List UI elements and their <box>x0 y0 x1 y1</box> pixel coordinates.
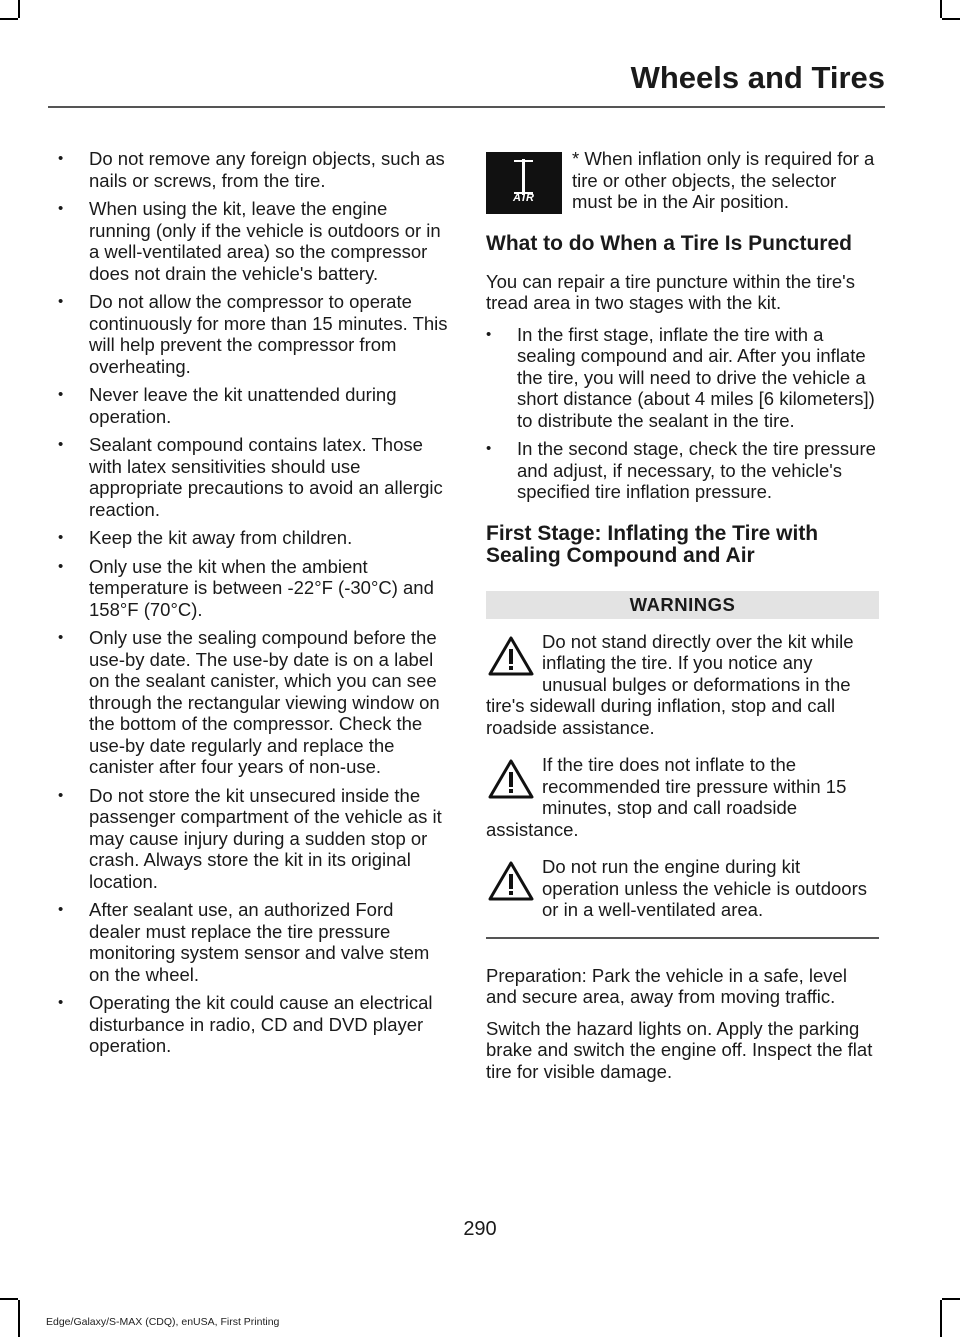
stage-list <box>486 324 879 503</box>
warning-item <box>486 631 879 739</box>
list-item: • Keep the kit away from children. <box>58 527 448 549</box>
warning-item <box>486 856 879 921</box>
precaution-list <box>58 148 448 1057</box>
crop-mark <box>0 18 18 20</box>
crop-mark <box>18 1300 20 1337</box>
list-item: • Do not store the kit unsecured inside the passenger compartment of the vehicle as it may cause injury during a sudden stop or crash. Always store the kit in its original location. <box>58 785 448 893</box>
list-item: • When using the kit, leave the engine running (only if the vehicle is outdoors or in a well-ventilated area) so the compressor does not drain the vehicle's battery. <box>58 198 448 284</box>
list-item: • Sealant compound contains latex. Those with latex sensitivities should use appropriate precautions to avoid an allergic reaction. <box>58 434 448 520</box>
air-icon-label: AIR <box>513 191 535 204</box>
warning-item <box>486 754 879 840</box>
hazard-paragraph: Switch the hazard lights on. Apply the parking brake and switch the engine off. Inspect the flat tire for visible damage. <box>486 1017 873 1082</box>
warning-triangle-icon <box>488 860 534 902</box>
air-selector-icon <box>486 152 562 214</box>
list-item: • In the first stage, inflate the tire with a sealing compound and air. After you inflate the tire, you will need to drive the vehicle a short distance (about 4 miles [6 kilometers]) to distribute the sealant in the tire. <box>486 324 879 432</box>
list-item: • Only use the sealing compound before the use-by date. The use-by date is on a label on the sealant canister, which you can see through the rectangular viewing window on the bottom of the compressor. Check the use-by date regularly and replace the canister after four years of non-use. <box>58 627 448 778</box>
warning-text: Do not run the engine during kit operation unless the vehicle is outdoors or in a well-ventilated area. <box>542 856 867 920</box>
section-heading-first-stage: First Stage: Inflating the Tire with Sealing Compound and Air <box>486 521 819 567</box>
warnings-divider <box>486 937 879 939</box>
right-column <box>486 148 879 1092</box>
preparation-paragraph: Preparation: Park the vehicle in a safe, level and secure area, away from moving traffic. <box>486 964 847 1007</box>
crop-mark <box>940 1300 942 1337</box>
left-column <box>58 148 448 1064</box>
page-title: Wheels and Tires <box>630 60 885 95</box>
warning-triangle-icon <box>488 758 534 800</box>
crop-mark <box>940 0 942 18</box>
warnings-header: WARNINGS <box>486 591 879 619</box>
crop-mark <box>942 1298 960 1300</box>
list-item: • Do not remove any foreign objects, such as nails or screws, from the tire. <box>58 148 448 191</box>
warning-triangle-icon <box>488 635 534 677</box>
air-note-paragraph <box>486 148 879 213</box>
edition-footer: Edge/Galaxy/S-MAX (CDQ), enUSA, First Printing <box>46 1316 280 1328</box>
list-item: • After sealant use, an authorized Ford dealer must replace the tire pressure monitoring system sensor and valve stem on the wheel. <box>58 899 448 985</box>
list-item: • Never leave the kit unattended during operation. <box>58 384 448 427</box>
list-item: • Operating the kit could cause an electrical disturbance in radio, CD and DVD player operation. <box>58 992 448 1057</box>
crop-mark <box>0 1298 18 1300</box>
puncture-intro: You can repair a tire puncture within the tire's tread area in two stages with the kit. <box>486 270 855 313</box>
crop-mark <box>942 18 960 20</box>
crop-mark <box>18 0 20 18</box>
page-number: 290 <box>463 1218 497 1240</box>
list-item: • Do not allow the compressor to operate continuously for more than 15 minutes. This will help prevent the compressor from overheating. <box>58 291 448 377</box>
list-item: • Only use the kit when the ambient temperature is between -22°F (-30°C) and 158°F (70°C). <box>58 556 448 621</box>
list-item: • In the second stage, check the tire pressure and adjust, if necessary, to the vehicle's specified tire inflation pressure. <box>486 438 879 503</box>
section-heading-puncture: What to do When a Tire Is Punctured <box>486 231 852 255</box>
air-note: * When inflation only is required for a tire or other objects, the selector must be in the Air position. <box>572 148 875 212</box>
warning-text: Do not stand directly over the kit while inflating the tire. If you notice any unusual bulges or deformations in the tire's sidewall during inflation, stop and call roadside assistance. <box>486 630 854 738</box>
warning-text: If the tire does not inflate to the recommended tire pressure within 15 minutes, stop and call roadside assistance. <box>486 754 847 840</box>
title-divider <box>48 106 885 108</box>
